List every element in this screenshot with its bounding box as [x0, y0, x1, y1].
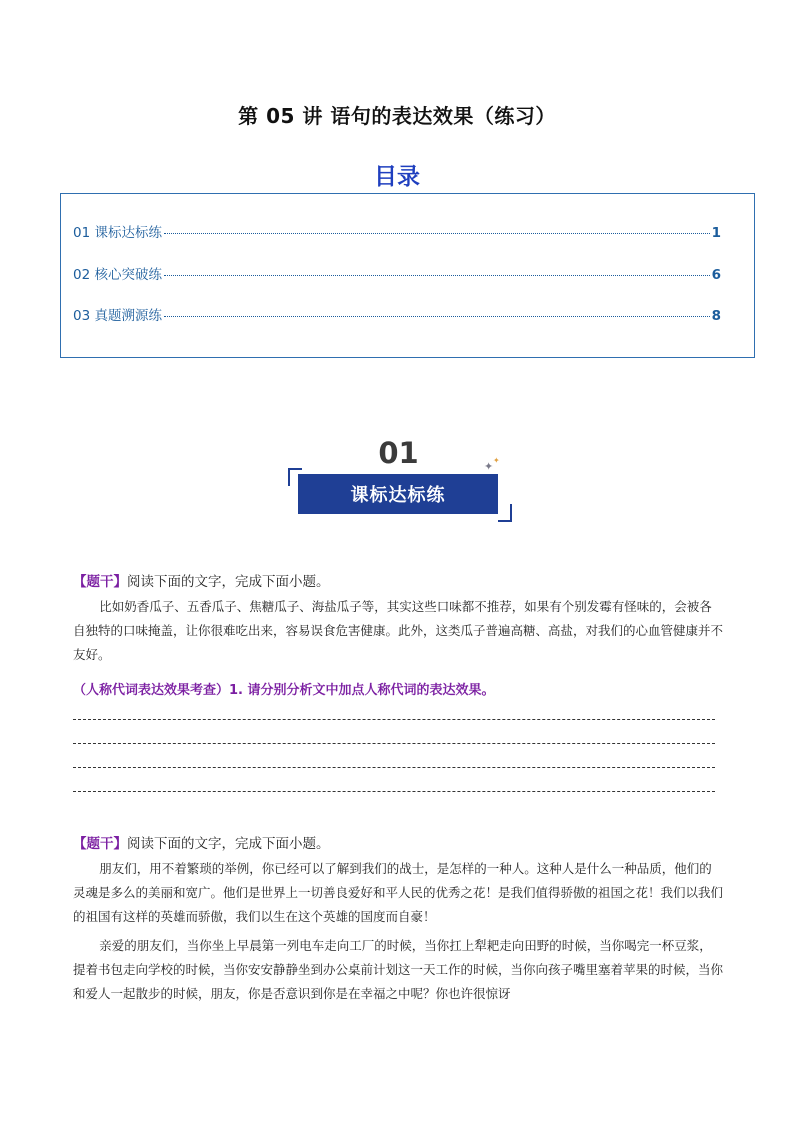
answer-line[interactable] — [73, 743, 715, 744]
toc-item-page: 1 — [711, 225, 721, 241]
toc-item-3[interactable] — [73, 304, 721, 324]
toc-leader — [164, 233, 710, 234]
question-instruction: 阅读下面的文字，完成下面小题。 — [127, 574, 330, 590]
toc-heading: 目录 — [374, 164, 420, 190]
question1-header — [73, 570, 330, 590]
toc-item-2[interactable] — [73, 263, 721, 283]
question1-prompt: （人称代词表达效果考查）1. 请分别分析文中加点人称代词的表达效果。 — [73, 683, 495, 698]
question-tag: 【题干】 — [73, 574, 127, 590]
answer-line[interactable] — [73, 719, 715, 720]
question2-header — [73, 832, 330, 852]
toc-item-label: 02 核心突破练 — [73, 267, 162, 283]
question-instruction: 阅读下面的文字，完成下面小题。 — [127, 836, 330, 852]
toc-leader — [164, 316, 710, 317]
question1-passage: 比如奶香瓜子、五香瓜子、焦糖瓜子、海盐瓜子等，其实这些口味都不推荐，如果有个别发霉有怪味的，会被各自独特的口味掩盖，让你很难吃出来，容易误食危害健康。此外，这类瓜子普遍高糖、高盐，对我们的心血管健康并不友好。 — [73, 599, 724, 662]
section-number: 01 — [378, 436, 419, 470]
toc-item-label: 01 课标达标练 — [73, 225, 162, 241]
section-banner — [286, 436, 511, 526]
page-title: 第 05 讲 语句的表达效果（练习） — [238, 104, 556, 128]
question2-paragraph-2: 亲爱的朋友们，当你坐上早晨第一列电车走向工厂的时候，当你扛上犁耙走向田野的时候，当你喝完一杯豆浆，提着书包走向学校的时候，当你安安静静坐到办公桌前计划这一天工作的时候，当你向孩子嘴里塞着苹果的时候，当你和爱人一起散步的时候，朋友，你是否意识到你是在幸福之中呢？你也许很惊讶 — [73, 938, 724, 1001]
toc-item-label: 03 真题溯源练 — [73, 308, 162, 324]
sparkle-icon: ✦ — [493, 456, 500, 465]
toc-item-page: 8 — [711, 308, 721, 324]
toc-item-page: 6 — [711, 267, 721, 283]
answer-line[interactable] — [73, 767, 715, 768]
question-tag: 【题干】 — [73, 836, 127, 852]
answer-line[interactable] — [73, 791, 715, 792]
section-name: 课标达标练 — [298, 474, 498, 514]
toc-leader — [164, 275, 710, 276]
question2-paragraph-1: 朋友们，用不着繁琐的举例，你已经可以了解到我们的战士，是怎样的一种人。这种人是什么一种品质，他们的灵魂是多么的美丽和宽广。他们是世界上一切善良爱好和平人民的优秀之花！是我们值得骄傲的祖国之花！我们以我们的祖国有这样的英雄而骄傲，我们以生在这个英雄的国度而自豪！ — [73, 861, 724, 924]
corner-bracket — [498, 504, 512, 522]
table-of-contents — [60, 193, 755, 358]
sparkle-icon: ✦ — [484, 460, 494, 473]
toc-item-1[interactable] — [73, 221, 721, 241]
